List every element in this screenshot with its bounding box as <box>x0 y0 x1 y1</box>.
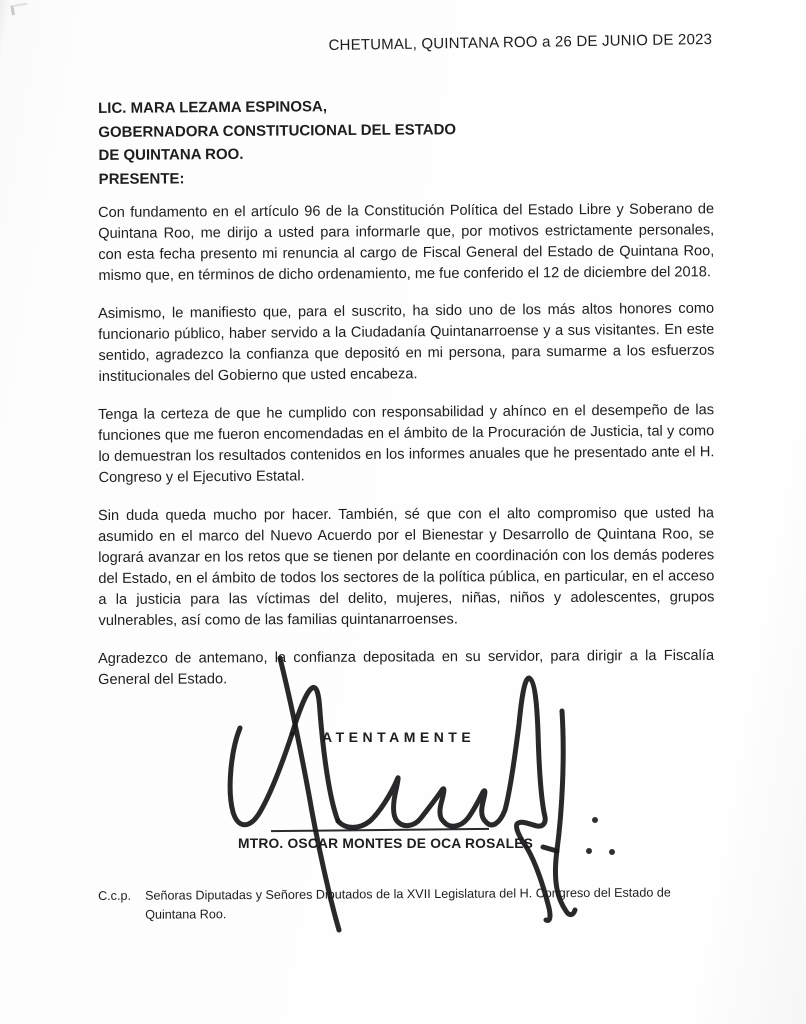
signature-stroke-dash <box>543 847 557 851</box>
recipient-block <box>98 94 457 191</box>
recipient-title-line1: GOBERNADORA CONSTITUCIONAL DEL ESTADO <box>98 120 457 141</box>
cc-text: Señoras Diputadas y Señores Diputados de la XVII Legislatura del H. Congreso del Estado de Quintana Roo. <box>145 885 671 922</box>
letter-paragraph-4: Sin duda queda mucho por hacer. También, sé que con el alto compromiso que usted ha asumido en el marco del Nuevo Acuerdo por el Bienestar y Desarrollo de Quintana Roo, se logrará avanzar en los retos que se tienen por delante en coordinación con los demás poderes del Estado, en el ámbito de todos los sectores de la política pública, en particular, en el acceso a la justicia para las víctimas del delito, mujeres, niñas, niños y adolescentes, grupos vulnerables, así como de las familias quintanarroenses. <box>98 505 715 629</box>
recipient-name: LIC. MARA LEZAMA ESPINOSA, <box>98 98 328 117</box>
recipient-title-line2: DE QUINTANA ROO. <box>98 145 244 164</box>
salutation: PRESENTE: <box>98 169 185 188</box>
letter-paragraph-5: Agradezco de antemano, la confianza depositada en su servidor, para dirigir a la Fiscalía General del Estado. <box>98 647 715 688</box>
signature-rule-line <box>271 828 489 832</box>
letter-paragraph-2: Asimismo, le manifiesto que, para el suscrito, ha sido uno de los más altos honores como funcionario público, haber servido a la Ciudadanía Quintanarroense y a sus visitantes. En este sentido, agradezco la confianza que depositó en mi persona, para sumarme a los esfuerzos institucionales del Gobierno que usted encabeza. <box>98 300 715 385</box>
signature-ink-dot <box>586 848 592 854</box>
signature-ink-dot <box>609 849 615 855</box>
scan-corner-artifact <box>10 3 28 16</box>
cc-block <box>98 883 723 925</box>
dateline: CHETUMAL, QUINTANA ROO a 26 DE JUNIO DE 2023 <box>328 31 713 55</box>
signatory-name: MTRO. OSCAR MONTES DE OCA ROSALES <box>238 836 534 851</box>
signature-stroke-left-loop <box>230 728 292 825</box>
signature-ink-dot <box>592 817 598 823</box>
letter-body <box>98 203 714 708</box>
cc-label: C.c.p. <box>98 888 132 903</box>
closing-atentamente: ATENTAMENTE <box>322 729 476 745</box>
letter-paragraph-1: Con fundamento en el artículo 96 de la Constitución Política del Estado Libre y Soberano de Quintana Roo, me dirijo a usted para informarle que, por motivos estrictamente personales, con esta fecha presento mi renuncia al cargo de Fiscal General del Estado de Quintana Roo, mismo que, en términos de dicho ordenamiento, me fue conferido el 12 de diciembre del 2018. <box>98 201 715 284</box>
letter-paragraph-3: Tenga la certeza de que he cumplido con responsabilidad y ahínco en el desempeño de las funciones que me fueron encomendadas en el ámbito de la Procuración de Justicia, tal y como lo demuestran los resultados contenidos en los informes anuales que he presentado ante el H. Congreso y el Ejecutivo Estatal. <box>98 402 715 486</box>
